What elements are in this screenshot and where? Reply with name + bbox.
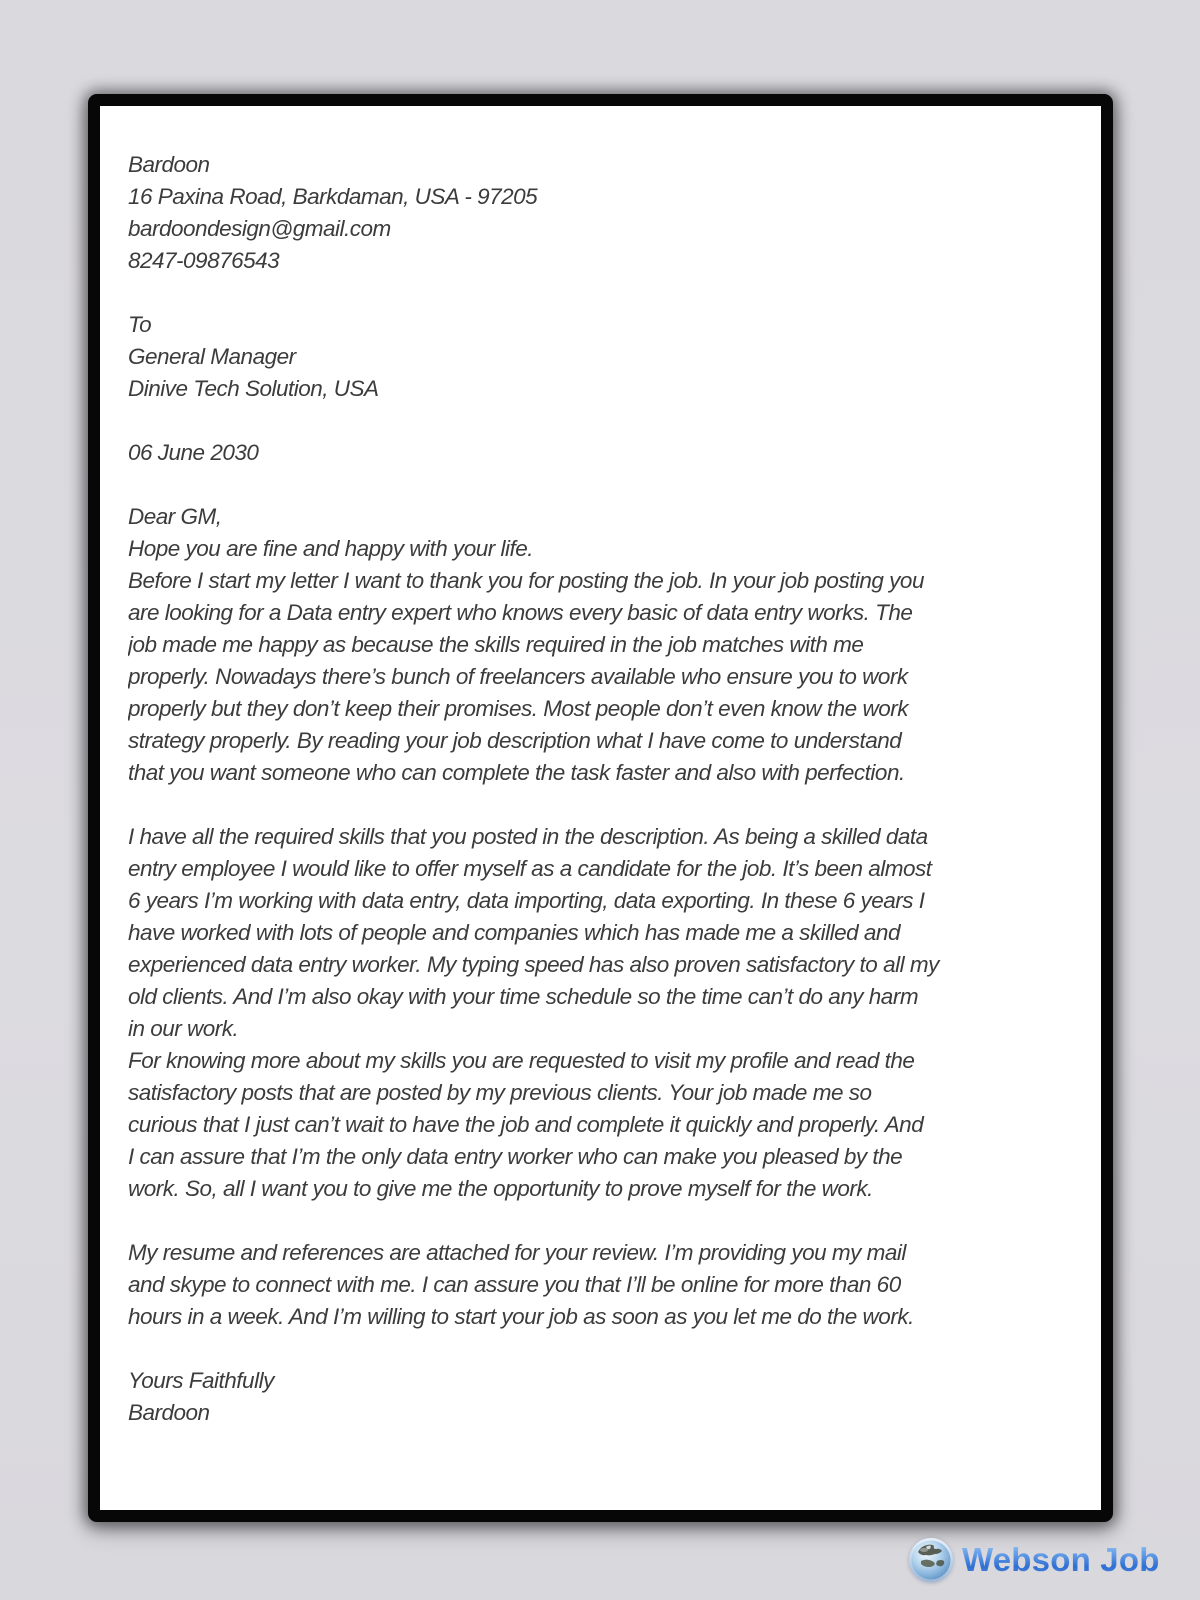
text-line: 8247-09876543 [128, 248, 280, 273]
letter-content [100, 106, 1101, 1510]
text-line: To [128, 312, 152, 337]
text-line: For knowing more about my skills you are requested to visit my profile and read the [128, 1048, 915, 1073]
text-line: entry employee I would like to offer myself as a candidate for the job. It’s been almost [128, 856, 932, 881]
text-line: Before I start my letter I want to thank you for posting the job. In your job posting you [128, 568, 924, 593]
skills-paragraph [128, 821, 1081, 1205]
text-line: Hope you are fine and happy with your life. [128, 536, 534, 561]
text-line: Bardoon [128, 152, 210, 177]
brand-name: Webson Job [962, 1541, 1160, 1578]
text-line: Dear GM, [128, 504, 222, 529]
text-line: experienced data entry worker. My typing speed has also proven satisfactory to all my [128, 952, 939, 977]
text-line: have worked with lots of people and companies which has made me a skilled and [128, 920, 900, 945]
webson-job-logo[interactable] [908, 1534, 1160, 1586]
text-line: job made me happy as because the skills required in the job matches with me [128, 632, 864, 657]
text-line: curious that I just can’t wait to have the job and complete it quickly and properly. And [128, 1112, 924, 1137]
date-block [128, 437, 1081, 469]
recipient-block [128, 309, 1081, 405]
text-line: properly. Nowadays there’s bunch of freelancers available who ensure you to work [128, 664, 908, 689]
text-line: properly but they don’t keep their promises. Most people don’t even know the work [128, 696, 908, 721]
text-line: Dinive Tech Solution, USA [128, 376, 379, 401]
date-line: 06 June 2030 [128, 440, 259, 465]
text-line: I can assure that I’m the only data entry worker who can make you pleased by the [128, 1144, 903, 1169]
text-line: strategy properly. By reading your job description what I have come to understand [128, 728, 902, 753]
salutation-and-first-paragraph [128, 501, 1081, 789]
sender-block [128, 149, 1081, 277]
text-line: My resume and references are attached for your review. I’m providing you my mail [128, 1240, 906, 1265]
text-line: are looking for a Data entry expert who knows every basic of data entry works. The [128, 600, 913, 625]
globe-icon [908, 1537, 954, 1583]
text-line: I have all the required skills that you posted in the description. As being a skilled data [128, 824, 928, 849]
signoff-block [128, 1365, 1081, 1429]
text-line: General Manager [128, 344, 296, 369]
text-line: old clients. And I’m also okay with your time schedule so the time can’t do any harm [128, 984, 919, 1009]
text-line: in our work. [128, 1016, 239, 1041]
text-line: 16 Paxina Road, Barkdaman, USA - 97205 [128, 184, 538, 209]
resume-paragraph [128, 1237, 1081, 1333]
text-line: satisfactory posts that are posted by my previous clients. Your job made me so [128, 1080, 872, 1105]
text-line: Yours Faithfully [128, 1368, 274, 1393]
text-line: and skype to connect with me. I can assure you that I’ll be online for more than 60 [128, 1272, 901, 1297]
text-line: Bardoon [128, 1400, 210, 1425]
text-line: hours in a week. And I’m willing to start your job as soon as you let me do the work. [128, 1304, 914, 1329]
text-line: work. So, all I want you to give me the opportunity to prove myself for the work. [128, 1176, 873, 1201]
text-line: that you want someone who can complete the task faster and also with perfection. [128, 760, 905, 785]
text-line: bardoondesign@gmail.com [128, 216, 391, 241]
text-line: 6 years I’m working with data entry, data importing, data exporting. In these 6 years I [128, 888, 925, 913]
letter-page [88, 94, 1113, 1522]
